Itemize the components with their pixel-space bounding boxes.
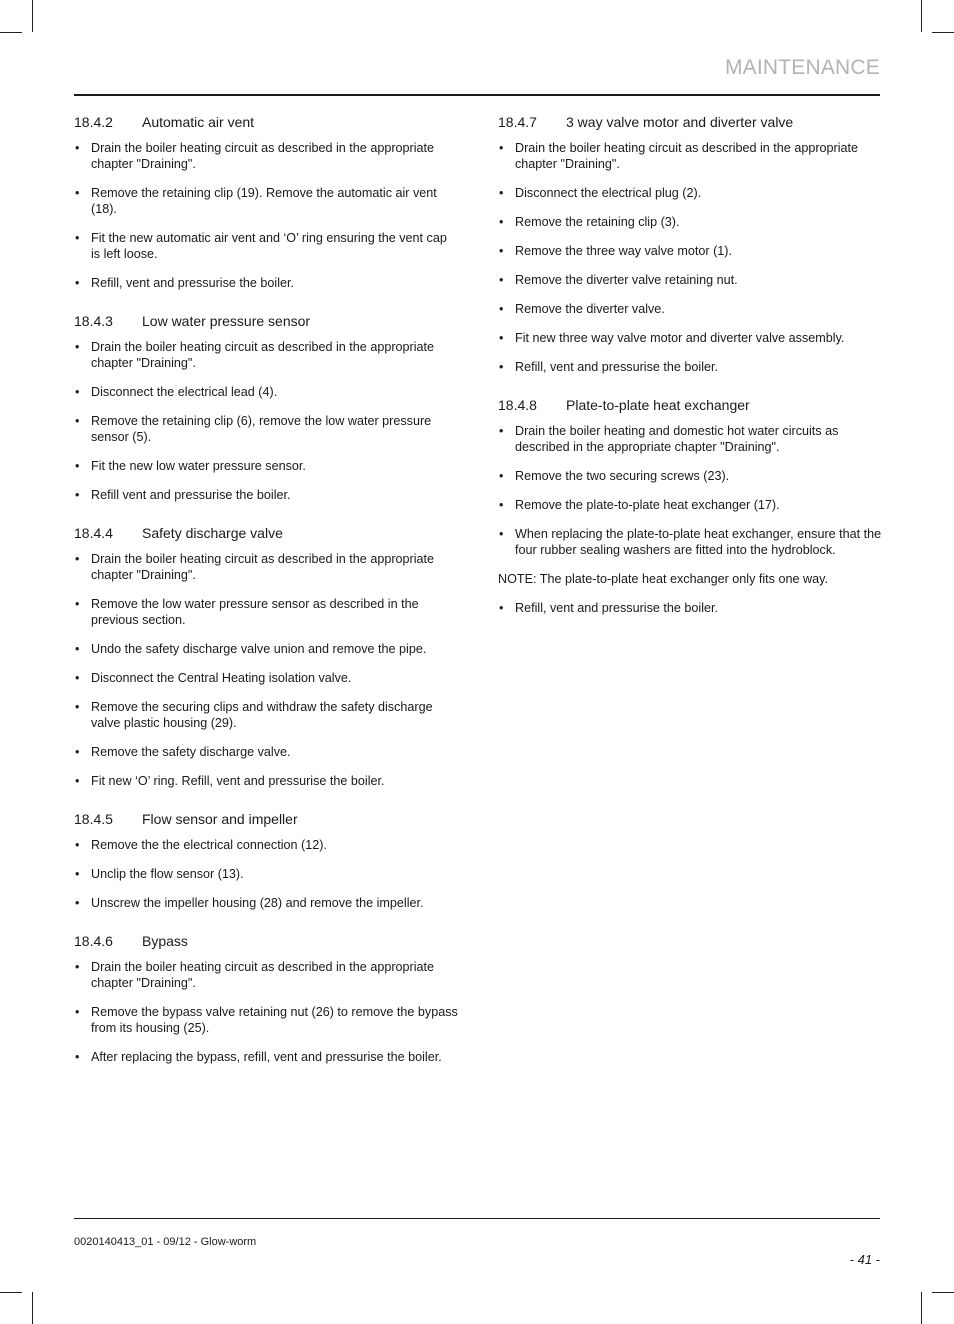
section: [74, 931, 458, 1065]
left-column: [74, 112, 458, 1085]
list-item: • After replacing the bypass, refill, vent and pressurise the boiler.: [74, 1049, 458, 1065]
list-item: • Disconnect the electrical lead (4).: [74, 384, 458, 400]
list-item: • When replacing the plate-to-plate heat exchanger, ensure that the four rubber sealing washers are fitted into the hydroblock.: [498, 526, 882, 558]
footer-document-reference: 0020140413_01 - 09/12 - Glow-worm: [74, 1236, 257, 1248]
right-column: [498, 112, 882, 636]
list-item: • Refill, vent and pressurise the boiler.: [498, 359, 882, 375]
list-item: • Disconnect the electrical plug (2).: [498, 185, 882, 201]
section-number: 18.4.8: [498, 397, 537, 413]
list-item: • Fit new three way valve motor and diverter valve assembly.: [498, 330, 882, 346]
list-item: • Drain the boiler heating circuit as described in the appropriate chapter "Draining".: [74, 959, 458, 991]
list-item: • Refill vent and pressurise the boiler.: [74, 487, 458, 503]
section-number: 18.4.4: [74, 525, 113, 541]
section: [74, 809, 458, 911]
section-heading: [498, 112, 882, 132]
section-number: 18.4.2: [74, 114, 113, 130]
list-item: • Remove the diverter valve.: [498, 301, 882, 317]
list-item: • Remove the two securing screws (23).: [498, 468, 882, 484]
list-item: • Drain the boiler heating circuit as described in the appropriate chapter "Draining".: [498, 140, 882, 172]
section-heading: [74, 311, 458, 331]
list-item: • Fit new ‘O’ ring. Refill, vent and pressurise the boiler.: [74, 773, 458, 789]
list-item: • Remove the safety discharge valve.: [74, 744, 458, 760]
section-title: Low water pressure sensor: [142, 313, 311, 329]
bullet-list: [74, 551, 458, 789]
list-item: • Refill, vent and pressurise the boiler.: [74, 275, 458, 291]
list-item: • Remove the retaining clip (3).: [498, 214, 882, 230]
section: [498, 112, 882, 375]
crop-mark: [921, 1292, 922, 1324]
section: [74, 112, 458, 291]
bullet-list: [74, 837, 458, 911]
section-number: 18.4.3: [74, 313, 113, 329]
list-item: • Undo the safety discharge valve union and remove the pipe.: [74, 641, 458, 657]
bullet-list: [498, 140, 882, 375]
section-title: Bypass: [142, 933, 188, 949]
section-heading: [498, 395, 882, 415]
header-divider: [74, 94, 880, 96]
section-heading: [74, 809, 458, 829]
section-heading: [74, 931, 458, 951]
list-item: • Drain the boiler heating circuit as described in the appropriate chapter "Draining".: [74, 339, 458, 371]
list-item: • Drain the boiler heating and domestic hot water circuits as described in the appropriate chapter "Draining".: [498, 423, 882, 455]
crop-mark: [921, 0, 922, 32]
list-item: • Remove the diverter valve retaining nut.: [498, 272, 882, 288]
crop-mark: [0, 1292, 22, 1293]
list-item: • Remove the plate-to-plate heat exchanger (17).: [498, 497, 882, 513]
bullet-list: [74, 339, 458, 503]
page-number: - 41 -: [849, 1252, 880, 1267]
bullet-list: [74, 959, 458, 1065]
list-item: • Fit the new automatic air vent and ‘O’ ring ensuring the vent cap is left loose.: [74, 230, 458, 262]
section-number: 18.4.5: [74, 811, 113, 827]
section-title: 3 way valve motor and diverter valve: [566, 114, 794, 130]
footer-divider: [74, 1218, 880, 1219]
list-item: • Remove the retaining clip (6), remove the low water pressure sensor (5).: [74, 413, 458, 445]
crop-mark: [32, 1292, 33, 1324]
page-header-title: MAINTENANCE: [724, 56, 880, 79]
section-number: 18.4.7: [498, 114, 537, 130]
list-item: • Refill, vent and pressurise the boiler.: [498, 600, 882, 616]
crop-mark: [932, 32, 954, 33]
list-item: • Drain the boiler heating circuit as described in the appropriate chapter "Draining".: [74, 551, 458, 583]
list-item: • Unscrew the impeller housing (28) and remove the impeller.: [74, 895, 458, 911]
list-item: • Remove the three way valve motor (1).: [498, 243, 882, 259]
list-item: • Disconnect the Central Heating isolation valve.: [74, 670, 458, 686]
bullet-list: [498, 423, 882, 558]
section-title: Flow sensor and impeller: [142, 811, 298, 827]
crop-mark: [32, 0, 33, 32]
list-item: • Remove the retaining clip (19). Remove the automatic air vent (18).: [74, 185, 458, 217]
section-heading: [74, 523, 458, 543]
section-title: Safety discharge valve: [142, 525, 283, 541]
note-text: NOTE: The plate-to-plate heat exchanger only fits one way.: [498, 572, 828, 586]
list-item: • Remove the low water pressure sensor as described in the previous section.: [74, 596, 458, 628]
list-item: • Drain the boiler heating circuit as described in the appropriate chapter "Draining".: [74, 140, 458, 172]
list-item: • Remove the the electrical connection (12).: [74, 837, 458, 853]
section: [74, 311, 458, 503]
crop-mark: [932, 1292, 954, 1293]
section-number: 18.4.6: [74, 933, 113, 949]
bullet-list: [498, 600, 882, 616]
list-item: • Unclip the flow sensor (13).: [74, 866, 458, 882]
section: [498, 395, 882, 616]
list-item: • Fit the new low water pressure sensor.: [74, 458, 458, 474]
list-item: • Remove the securing clips and withdraw the safety discharge valve plastic housing (29).: [74, 699, 458, 731]
section-title: Automatic air vent: [142, 114, 255, 130]
section: [74, 523, 458, 789]
section-heading: [74, 112, 458, 132]
section-title: Plate-to-plate heat exchanger: [566, 397, 750, 413]
crop-mark: [0, 32, 22, 33]
bullet-list: [74, 140, 458, 291]
list-item: • Remove the bypass valve retaining nut (26) to remove the bypass from its housing (25).: [74, 1004, 458, 1036]
